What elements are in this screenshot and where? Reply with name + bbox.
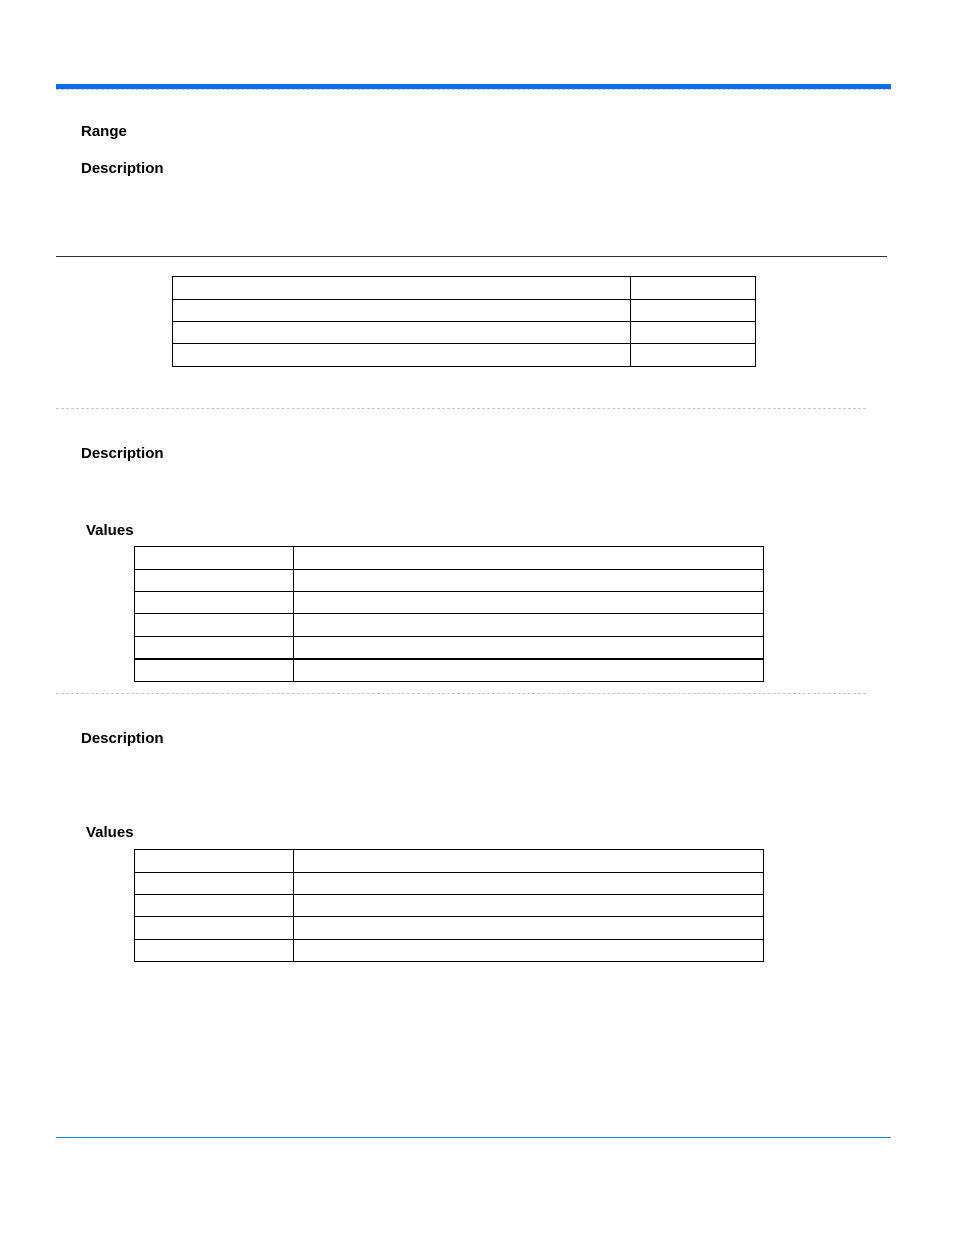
table-cell — [135, 570, 294, 592]
table-cell — [135, 547, 294, 570]
table-row — [135, 637, 764, 659]
table-cell — [294, 917, 764, 940]
table-cell — [631, 300, 756, 322]
table-row — [135, 547, 764, 570]
table-cell — [294, 940, 764, 962]
range-table — [172, 276, 756, 367]
table-row — [173, 344, 756, 367]
table-cell — [631, 277, 756, 300]
footer-rule — [56, 1137, 891, 1138]
table-cell — [294, 850, 764, 873]
table-row — [135, 614, 764, 637]
table-cell — [135, 940, 294, 962]
table-cell — [294, 659, 764, 682]
table-cell — [135, 873, 294, 895]
table-cell — [173, 322, 631, 344]
table-cell — [173, 344, 631, 367]
table-row — [173, 300, 756, 322]
table-cell — [631, 344, 756, 367]
table-cell — [135, 917, 294, 940]
description-heading: Description — [81, 160, 164, 177]
table-cell — [294, 592, 764, 614]
table-cell — [294, 614, 764, 637]
table-row — [135, 570, 764, 592]
table-row — [135, 850, 764, 873]
description-heading: Description — [81, 730, 164, 747]
table-cell — [173, 300, 631, 322]
table-cell — [631, 322, 756, 344]
table-row — [135, 659, 764, 682]
values-table — [134, 849, 764, 962]
table-cell — [294, 873, 764, 895]
table-cell — [294, 547, 764, 570]
table-cell — [135, 850, 294, 873]
table-row — [135, 592, 764, 614]
table-row — [135, 917, 764, 940]
table-cell — [294, 637, 764, 659]
table-cell — [173, 277, 631, 300]
range-heading: Range — [81, 123, 127, 140]
header-dashed-line — [56, 89, 891, 90]
table-cell — [135, 592, 294, 614]
table-cell — [294, 895, 764, 917]
table-row — [173, 322, 756, 344]
table-row — [135, 940, 764, 962]
values-table — [134, 546, 764, 682]
table-cell — [294, 570, 764, 592]
values-heading: Values — [86, 824, 134, 841]
table-cell — [135, 614, 294, 637]
section-separator — [56, 408, 866, 409]
values-heading: Values — [86, 522, 134, 539]
table-row — [135, 895, 764, 917]
table-cell — [135, 895, 294, 917]
table-row — [135, 873, 764, 895]
table-cell — [135, 659, 294, 682]
description-heading: Description — [81, 445, 164, 462]
table-row — [173, 277, 756, 300]
section-separator — [56, 693, 866, 694]
table-cell — [135, 637, 294, 659]
section-divider — [56, 256, 887, 257]
